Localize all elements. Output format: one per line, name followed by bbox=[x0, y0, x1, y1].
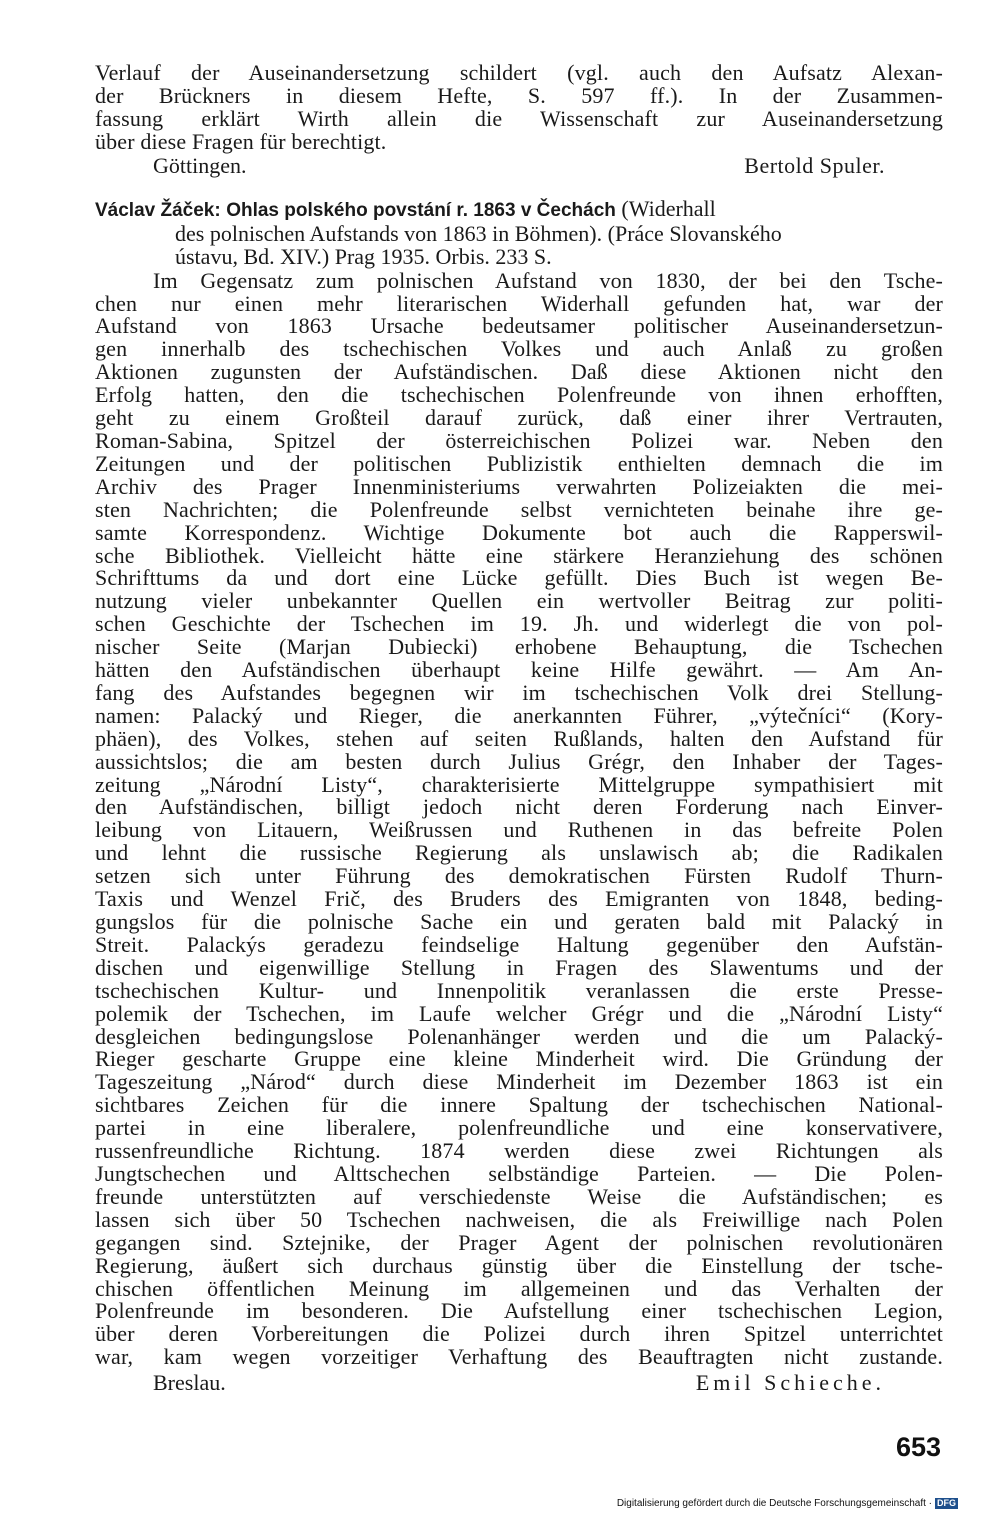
text-line: lassen sich über 50 Tschechen nachweisen, die als Freiwillige nach Polen bbox=[95, 1206, 943, 1232]
text-line: sche Bibliothek. Vielleicht hätte eine stärkere Heranziehung des schönen bbox=[95, 542, 943, 568]
signature-row bbox=[95, 154, 943, 177]
text-line: geht zu einem Großteil darauf zurück, daß einer ihrer Vertrauten, bbox=[95, 405, 943, 431]
text-line: fassung erklärt Wirth allein die Wissenschaft zur Auseinandersetzung bbox=[95, 105, 943, 131]
text-line: partei in eine liberalere, polenfreundliche und eine konservativere, bbox=[95, 1115, 943, 1141]
text-line: chen nur einen mehr literarischen Widerhall gefunden hat, war der bbox=[95, 290, 943, 316]
text-line: der Brückners in diesem Hefte, S. 597 ff.). In der Zusammen- bbox=[95, 82, 943, 108]
text-line: Tageszeitung „Národ“ durch diese Minderheit im Dezember 1863 ist ein bbox=[95, 1069, 943, 1095]
book-title: Ohlas polského povstání r. 1863 v Čechách bbox=[226, 199, 616, 221]
review-place: Breslau. bbox=[153, 1370, 226, 1396]
text-line: schen Geschichte der Tschechen im 19. Jh. und widerlegt die von pol- bbox=[95, 611, 943, 637]
text-line: aussichtslos; die am besten durch Julius Grégr, den Inhaber der Tages- bbox=[95, 748, 943, 774]
text-line: nutzung vieler unbekannter Quellen ein wertvoller Beitrag zur politi- bbox=[95, 588, 943, 614]
text-line: Schrifttums da und dort eine Lücke gefüllt. Dies Buch ist wegen Be- bbox=[95, 565, 943, 591]
digitization-footer bbox=[617, 1498, 958, 1509]
text-line: Streit. Palackýs geradezu feindselige Haltung gegenüber den Aufstän- bbox=[95, 931, 943, 957]
dfg-logo: DFG bbox=[937, 1498, 956, 1508]
text-line: Verlauf der Auseinandersetzung schildert (vgl. auch den Aufsatz Alexan- bbox=[95, 60, 943, 85]
page-content bbox=[95, 62, 943, 1394]
text-line: dischen und eigenwillige Stellung in Fragen des Slawentums und der bbox=[95, 954, 943, 980]
text-line: tschechischen Kultur- und Innenpolitik veranlassen die erste Presse- bbox=[95, 977, 943, 1003]
text-line: den Aufständischen, billigt jedoch nicht deren Forderung nach Einver- bbox=[95, 794, 943, 820]
review-heading bbox=[95, 197, 943, 268]
text-line: Aktionen zugunsten der Aufständischen. Daß diese Aktionen nicht den bbox=[95, 359, 943, 385]
signature-row bbox=[95, 1371, 943, 1394]
text-line: Rieger gescharte Gruppe eine kleine Minderheit wird. Die Gründung der bbox=[95, 1046, 943, 1072]
text-line: phäen), des Volkes, stehen auf seiten Rußlands, halten den Aufstand für bbox=[95, 725, 943, 751]
reviewer-name: Emil Schieche. bbox=[695, 1370, 885, 1396]
text-line: Erfolg hatten, den die tschechischen Polenfreunde von ihnen erhofften, bbox=[95, 382, 943, 408]
text-line: hätten den Aufständischen überhaupt keine Hilfe gewährt. — Am An- bbox=[95, 657, 943, 683]
text-line: setzen sich unter Führung des demokratischen Fürsten Rudolf Thurn- bbox=[95, 863, 943, 889]
reviewer-name: Bertold Spuler. bbox=[744, 152, 885, 178]
text-line: Zeitungen und der politischen Publizistik enthielten demnach die im bbox=[95, 450, 943, 476]
review-body bbox=[95, 267, 943, 1396]
heading-continuation: ústavu, Bd. XIV.) Prag 1935. Orbis. 233 S. bbox=[175, 243, 552, 269]
text-line: über diese Fragen für berechtigt. bbox=[95, 128, 387, 154]
book-author: Václav Žáček: bbox=[95, 199, 221, 221]
text-line: Taxis und Wenzel Frič, des Bruders des Emigranten von 1848, beding- bbox=[95, 886, 943, 912]
text-line: über deren Vorbereitungen die Polizei durch ihren Spitzel unterrichtet bbox=[95, 1321, 943, 1347]
text-line: chischen öffentlichen Meinung im allgemeinen und das Verhalten der bbox=[95, 1275, 943, 1301]
text-line: gen innerhalb des tschechischen Volkes und auch Anlaß zu großen bbox=[95, 336, 943, 362]
text-line: Im Gegensatz zum polnischen Aufstand von 1830, der bei den Tsche- bbox=[153, 267, 943, 293]
text-line: Regierung, äußert sich durchaus günstig über die Einstellung der tsche- bbox=[95, 1252, 943, 1278]
text-line: und lehnt die russische Regierung als unslawisch ab; die Radikalen bbox=[95, 840, 943, 866]
footer-text: Digitalisierung gefördert durch die Deutsche Forschungsgemeinschaft · bbox=[616, 1498, 932, 1509]
text-line: Polenfreunde im besonderen. Die Aufstellung einer tschechischen Legion, bbox=[95, 1298, 943, 1324]
text-line: Archiv des Prager Innenministeriums verwahrten Polizeiakten die mei- bbox=[95, 473, 943, 499]
text-line: gungslos für die polnische Sache ein und geraten bald mit Palacký in bbox=[95, 909, 943, 934]
text-line: leibung von Litauern, Weißrussen und Ruthenen in das befreite Polen bbox=[95, 817, 943, 843]
text-line: Jungtschechen und Alttschechen selbständige Parteien. — Die Polen- bbox=[95, 1160, 943, 1186]
text-line: war, kam wegen vorzeitiger Verhaftung des Beauftragten nicht zustande. bbox=[95, 1344, 943, 1370]
text-line: fang des Aufstandes begegnen wir im tschechischen Volk drei Stellung- bbox=[95, 679, 943, 705]
text-line: sten Nachrichten; die Polenfreunde selbst vernichteten beinahe ihre ge- bbox=[95, 496, 943, 522]
text-line: freunde unterstützten auf verschiedenste Weise die Aufständischen; es bbox=[95, 1183, 943, 1209]
page-number: 653 bbox=[896, 1432, 942, 1462]
text-line: russenfreundliche Richtung. 1874 werden diese zwei Richtungen als bbox=[95, 1138, 943, 1164]
heading-translation-start: (Widerhall bbox=[621, 195, 716, 221]
text-line: desgleichen bedingungslose Polenanhänger werden und die um Palacký- bbox=[95, 1023, 943, 1049]
text-line: Roman-Sabina, Spitzel der österreichischen Polizei war. Neben den bbox=[95, 427, 943, 453]
heading-continuation: des polnischen Aufstands von 1863 in Böhmen). (Práce Slovanského bbox=[175, 220, 782, 246]
previous-review-ending bbox=[95, 62, 943, 177]
text-line: namen: Palacký und Rieger, die anerkannten Führer, „výtečníci“ (Kory- bbox=[95, 702, 943, 728]
text-line: nischer Seite (Marjan Dubiecki) erhobene Behauptung, die Tschechen bbox=[95, 634, 943, 660]
text-line: polemik der Tschechen, im Laufe welcher Grégr und die „Národní Listy“ bbox=[95, 1000, 943, 1026]
review-place: Göttingen. bbox=[153, 152, 247, 178]
text-line: samte Korrespondenz. Wichtige Dokumente bot auch die Rapperswil- bbox=[95, 519, 943, 545]
text-line: zeitung „Národní Listy“, charakterisierte Mittelgruppe sympathisiert mit bbox=[95, 771, 943, 797]
text-line: sichtbares Zeichen für die innere Spaltung der tschechischen National- bbox=[95, 1092, 943, 1118]
text-line: gegangen sind. Sztejnike, der Prager Agent der polnischen revolutionären bbox=[95, 1229, 943, 1255]
text-line: Aufstand von 1863 Ursache bedeutsamer politischer Auseinandersetzun- bbox=[95, 313, 943, 339]
